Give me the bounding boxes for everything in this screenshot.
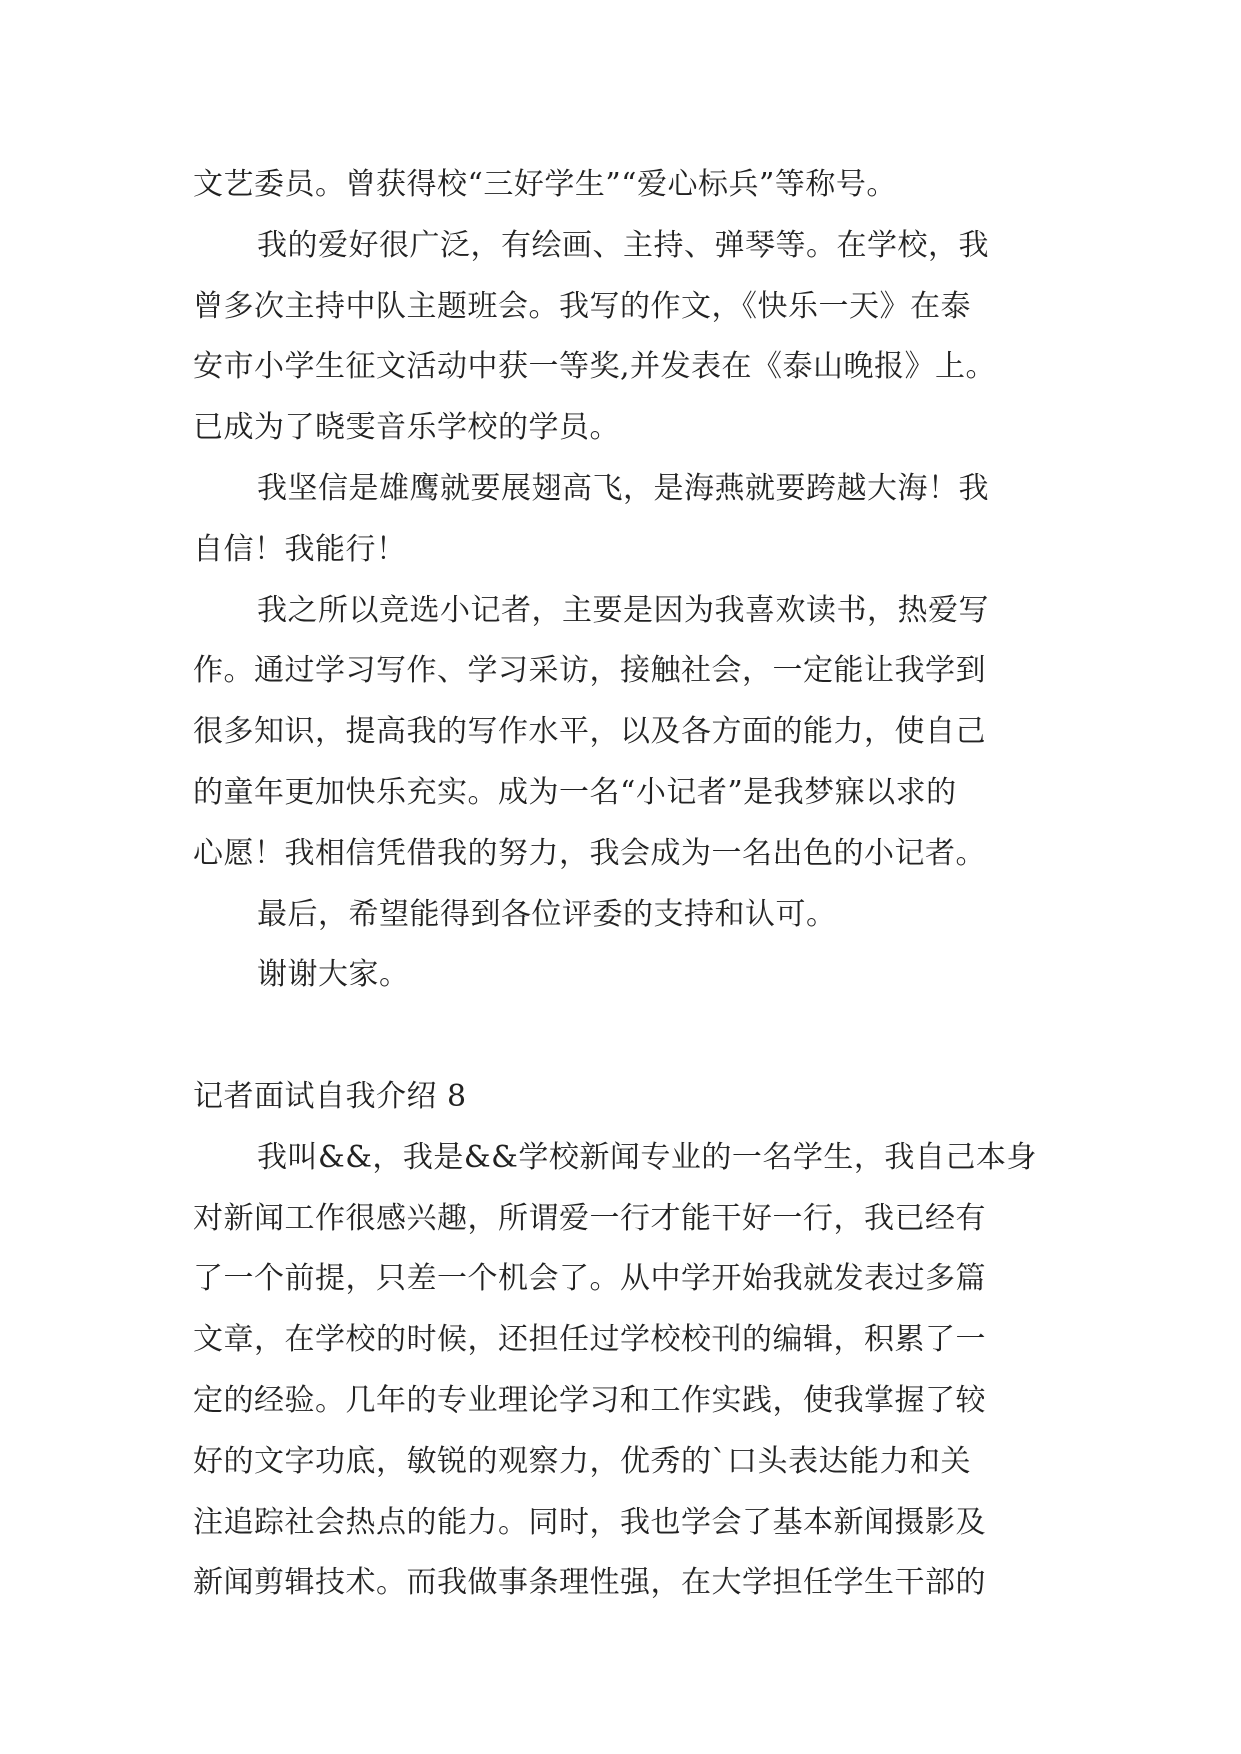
- paragraph-line: 的童年更加快乐充实。成为一名“小记者”是我梦寐以求的: [193, 774, 957, 810]
- paragraph-line: 文艺委员。曾获得校“三好学生”“爱心标兵”等称号。: [193, 167, 897, 202]
- paragraph-line: 我的爱好很广泛，有绘画、主持、弹琴等。在学校，我: [257, 227, 989, 263]
- paragraph-line: 我叫&&，我是&&学校新闻专业的一名学生，我自己本身: [257, 1139, 1037, 1175]
- paragraph-line: 了一个前提，只差一个机会了。从中学开始我就发表过多篇: [193, 1261, 986, 1297]
- paragraph-line: 文章，在学校的时候，还担任过学校校刊的编辑，积累了一: [193, 1322, 986, 1358]
- section-spacer: [193, 1006, 1073, 1067]
- section-title: 记者面试自我介绍 8: [193, 1078, 467, 1114]
- paragraph-line: 已成为了晓雯音乐学校的学员。: [193, 410, 620, 446]
- paragraph-line: 对新闻工作很感兴趣，所谓爱一行才能干好一行，我已经有: [193, 1200, 986, 1236]
- paragraph-line: 定的经验。几年的专业理论学习和工作实践，使我掌握了较: [193, 1382, 986, 1418]
- paragraph-line: 新闻剪辑技术。而我做事条理性强，在大学担任学生干部的: [193, 1565, 986, 1601]
- paragraph-line: 好的文字功底，敏锐的观察力，优秀的`口头表达能力和关: [193, 1443, 971, 1479]
- paragraph-line: 安市小学生征文活动中获一等奖,并发表在《泰山晚报》上。: [193, 349, 997, 385]
- paragraph-line: 自信！我能行！: [193, 531, 407, 567]
- document-body: [193, 155, 1073, 1614]
- paragraph-line: 心愿！我相信凭借我的努力，我会成为一名出色的小记者。: [193, 835, 986, 871]
- paragraph-line: 作。通过学习写作、学习采访，接触社会，一定能让我学到: [193, 653, 986, 689]
- paragraph-line: 我之所以竞选小记者，主要是因为我喜欢读书，热爱写: [257, 592, 989, 628]
- paragraph-line: 谢谢大家。: [257, 957, 410, 993]
- paragraph-line: 最后，希望能得到各位评委的支持和认可。: [257, 896, 837, 932]
- paragraph-line: 我坚信是雄鹰就要展翅高飞，是海燕就要跨越大海！我: [257, 470, 989, 506]
- paragraph-line: 注追踪社会热点的能力。同时，我也学会了基本新闻摄影及: [193, 1504, 986, 1540]
- paragraph-line: 曾多次主持中队主题班会。我写的作文，《快乐一天》在泰: [193, 288, 971, 324]
- paragraph-line: 很多知识，提高我的写作水平，以及各方面的能力，使自己: [193, 714, 986, 750]
